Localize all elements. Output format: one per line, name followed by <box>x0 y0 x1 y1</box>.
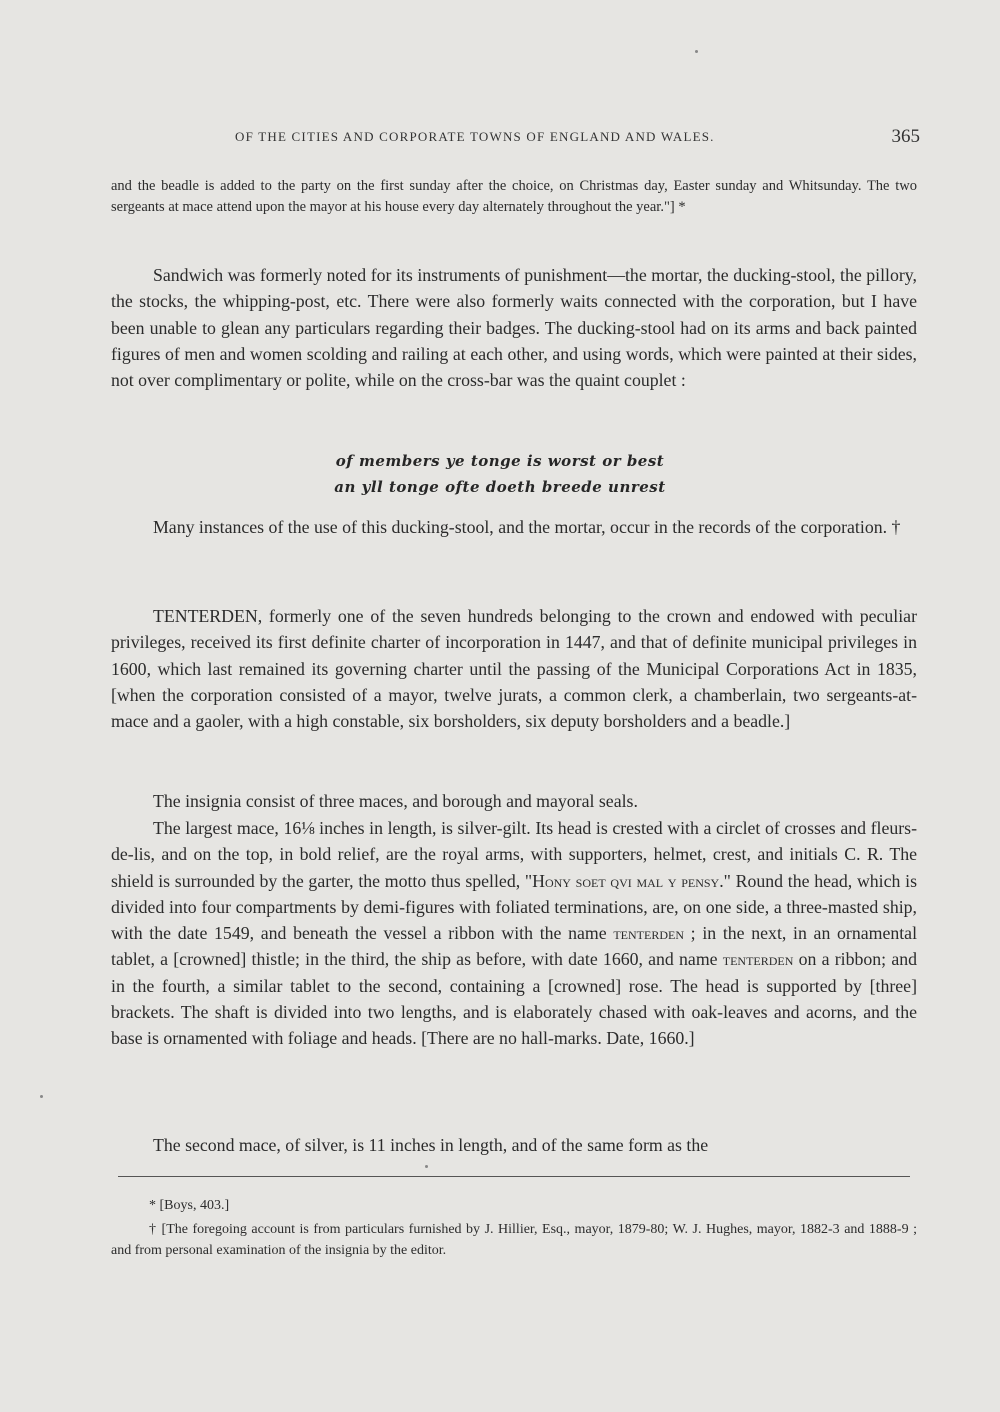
paragraph-insignia-list: The insignia consist of three maces, and borough and mayoral seals. <box>153 791 638 811</box>
footnote-sources: † [The foregoing account is from particulars furnished by J. Hillier, Esq., mayor, 1879-80; W. J. Hughes, mayor, 1882-3 and 1888-9 ; and from personal examination of the insignia by the editor. <box>111 1222 917 1258</box>
ship-name-2: tenterden <box>722 949 794 970</box>
ship-name-1: tenterden <box>613 923 684 944</box>
couplet-line-2: an yll tonge ofte doeth breede unrest <box>334 478 666 496</box>
footnote-boys: * [Boys, 403.] <box>149 1198 230 1213</box>
mace-text-b: " Round the head, which is divided into four compartments by demi-figures with foliated terminations, are, on one side, a three-masted ship, with the date 1549, and beneath the vessel a ribbon with the name <box>111 870 917 944</box>
couplet-line-1: of members ye tonge is worst or best <box>335 452 665 470</box>
page-header <box>110 126 920 150</box>
paragraph-largest-mace <box>111 815 917 1052</box>
paragraph-tenterden-charter: TENTERDEN, formerly one of the seven hundreds belonging to the crown and endowed with peculiar privileges, received its first definite charter of incorporation in 1447, and that of definite municipal privileges in 1600, which last remained its governing charter until the passing of the Municipal Corporations Act in 1835, [when the corporation consisted of a mayor, twelve jurats, a common clerk, a chamberlain, two sergeants-at-mace and a gaoler, with a high constable, six borsholders, six deputy borsholders and a beadle.] <box>111 606 917 732</box>
footnote-divider <box>118 1176 910 1177</box>
paragraph-beadle-continuation: and the beadle is added to the party on the first sunday after the choice, on Christmas day, Easter sunday and Whitsunday. The two sergeants at mace attend upon the mayor at his house every day alternately throughout the year."] * <box>111 178 917 215</box>
motto-text: Hony soet qvi mal y pensy. <box>532 870 724 891</box>
paragraph-second-mace: The second mace, of silver, is 11 inches in length, and of the same form as the <box>153 1135 709 1155</box>
running-title: OF THE CITIES AND CORPORATE TOWNS OF ENGLAND AND WALES. <box>235 129 715 144</box>
paragraph-ducking-stool-records: Many instances of the use of this ducking-stool, and the mortar, occur in the records of the corporation. † <box>153 517 901 537</box>
mace-text-a: The largest mace, 16⅛ inches in length, is silver-gilt. Its head is crested with a circlet of crosses and fleurs-de-lis, and on the top, in bold relief, are the royal arms, with supporters, helmet, crest, and initials C. R. The shield is surrounded by the garter, the motto thus spelled, " <box>111 818 917 891</box>
paragraph-sandwich-punishment: Sandwich was formerly noted for its instruments of punishment—the mortar, the ducking-stool, the pillory, the stocks, the whipping-post, etc. There were also formerly waits connected with the corporation, but I have been unable to glean any particulars regarding their badges. The ducking-stool had on its arms and back painted figures of men and women scolding and railing at each other, and using words, which were painted at their sides, not over complimentary or polite, while on the cross-bar was the quaint couplet : <box>111 265 917 391</box>
mace-text-c: ; in the next, in an ornamental tablet, a [crowned] thistle; in the third, the ship as before, with date 1660, and name <box>111 923 918 970</box>
speck-mark <box>695 50 698 53</box>
speck-mark <box>425 1165 428 1168</box>
speck-mark <box>40 1095 43 1098</box>
page-number: 365 <box>891 126 920 147</box>
mace-text-d: on a ribbon; and in the fourth, a similar tablet to the second, containing a [crowned] rose. The head is supported by [three] brackets. The shaft is divided into two lengths, and is elaborately chased with oak-leaves and acorns, and the base is ornamented with foliage and heads. [There are no hall-marks. Date, 1660.] <box>111 949 917 1049</box>
